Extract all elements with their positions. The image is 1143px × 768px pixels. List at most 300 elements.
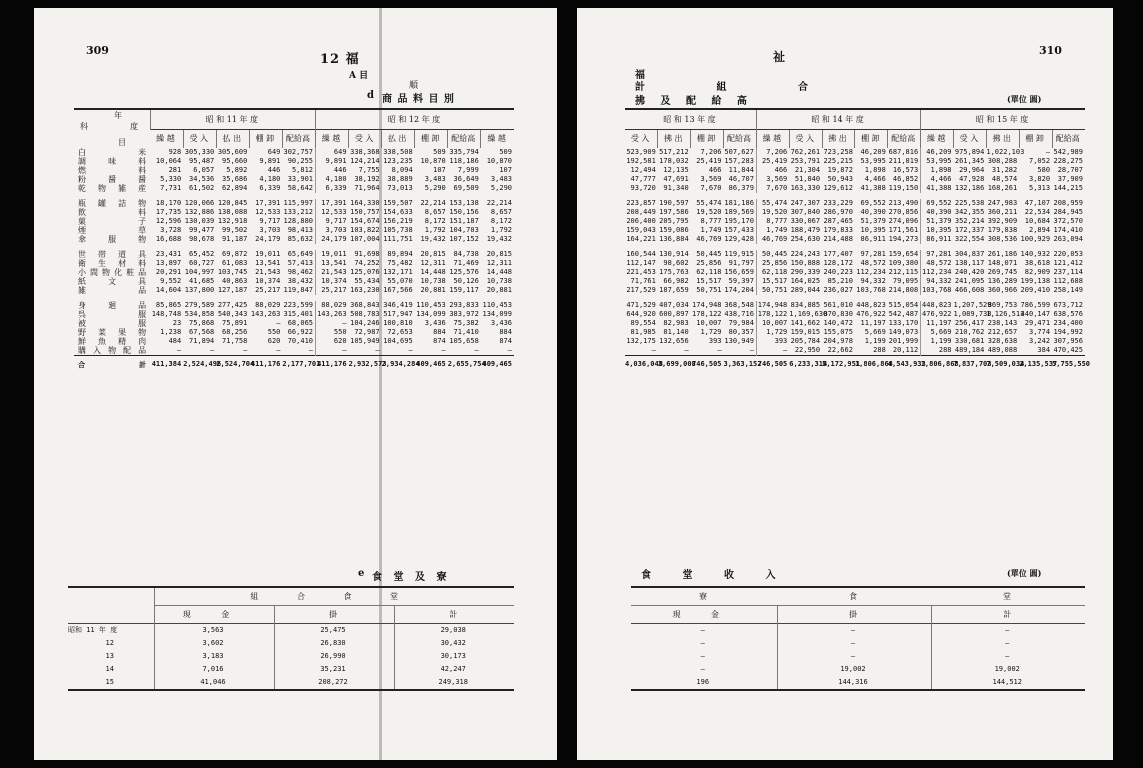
table-cell: — [651, 345, 656, 354]
table-cell: 225,215 [823, 156, 853, 165]
table-cell: 150,156 [449, 207, 479, 216]
table-cell: 65,452 [188, 249, 215, 258]
table-cell: 21,543 [316, 268, 349, 277]
table-cell: 233,229 [823, 198, 853, 207]
table-cell: 221,453 [626, 267, 656, 276]
table-cell: 261,186 [987, 249, 1018, 258]
table-cell: 236,027 [823, 285, 853, 294]
table-cell: 157,283 [724, 156, 754, 165]
table-cell: 115,997 [283, 198, 314, 207]
table-row [74, 337, 514, 346]
table-cell: 23,431 [155, 249, 182, 258]
table-cell: 71,469 [453, 258, 479, 267]
table-cell: 330,067 [790, 216, 821, 225]
table-cell: 40,390 [860, 207, 886, 216]
table-cell: 620 [316, 337, 349, 346]
table-cell: 269,745 [987, 267, 1018, 276]
page-number: 309 [86, 44, 109, 57]
table-cell: 644,920 [626, 309, 656, 318]
table-cell: 209,410 [1020, 285, 1051, 294]
table-cell: 148,071 [987, 258, 1018, 267]
total-cell: 2,934,284 [382, 355, 415, 374]
table-cell: 29,471 [1024, 318, 1051, 327]
table-row [625, 199, 1085, 208]
table-cell: 11,844 [728, 165, 754, 174]
table-cell: 62,894 [222, 183, 248, 192]
meal-year: 15 [68, 676, 154, 690]
table-cell: 17,735 [155, 207, 182, 216]
table-cell: 140,932 [1020, 249, 1051, 258]
table-row [74, 259, 514, 268]
table-cell: 75,891 [222, 318, 248, 327]
table-cell: 67,568 [188, 327, 215, 336]
table-cell: 103,745 [217, 267, 248, 276]
table-cell: 10,374 [255, 276, 281, 285]
table-cell: 3,483 [424, 174, 446, 183]
table-cell: 141,662 [790, 318, 821, 327]
table-cell: — [308, 345, 314, 354]
subheader-cell: 繰 越 [316, 129, 349, 148]
table-cell: 224,243 [790, 249, 821, 258]
year-header-13: 昭 和 13 年 度 [625, 109, 756, 129]
table-cell: 534,858 [184, 309, 215, 318]
meal-cell: 208,272 [274, 676, 394, 690]
table-cell: 48,572 [921, 259, 954, 268]
table-cell: 57,413 [287, 258, 314, 267]
table-cell: 204,978 [823, 336, 853, 345]
total-cell: 2,524,496 [183, 355, 216, 374]
table-cell: 476,922 [922, 309, 952, 318]
table-cell: 128,172 [823, 258, 853, 267]
meal-cell: 19,002 [994, 665, 1020, 673]
table-cell: 156,219 [383, 216, 413, 225]
total-cell: 2,932,573 [349, 355, 382, 374]
table-cell: 129,428 [724, 234, 754, 243]
table-cell: 10,870 [420, 156, 446, 165]
table-cell: 47,107 [1024, 198, 1051, 207]
table-cell: 1,792 [490, 225, 512, 234]
total-cell: 411,176 [249, 355, 282, 374]
table-cell: 160,544 [626, 249, 656, 258]
table-cell: 5,892 [226, 165, 248, 174]
table-cell: 384 [1037, 345, 1051, 354]
table-cell: 29,964 [959, 165, 985, 174]
table-cell: 12,596 [155, 216, 182, 225]
table-cell: 95,487 [188, 156, 215, 165]
section-title: 商 品 料 目 別 [382, 94, 455, 105]
table-cell: 11,197 [921, 319, 954, 328]
table-cell: 68,256 [222, 327, 248, 336]
table-row [74, 175, 514, 184]
table-cell: 201,999 [888, 336, 919, 345]
table-row [625, 250, 1085, 259]
table-cell: 175,763 [659, 267, 689, 276]
table-cell: 975,894 [954, 147, 985, 156]
table-cell: 279,589 [184, 300, 215, 309]
table-cell: 258,149 [1053, 285, 1083, 294]
table-cell: 213,490 [888, 198, 919, 207]
table-cell: 208,959 [1053, 198, 1083, 207]
table-cell: 159,507 [383, 198, 413, 207]
table-cell: 181,186 [724, 198, 754, 207]
meal-col-credit-right: 掛 [777, 606, 931, 624]
row-label: 傘 服 物 [78, 234, 147, 244]
meal-group-left-right: 寮 [631, 587, 777, 606]
table-cell: 86,379 [728, 183, 754, 192]
section-letter: A 目 [349, 71, 369, 81]
table-cell: 120,066 [184, 198, 215, 207]
table-cell: 143,263 [250, 309, 281, 318]
total-cell: 7,837,703 [954, 355, 987, 374]
table-cell: 8,657 [490, 207, 512, 216]
table-cell: 71,894 [188, 336, 215, 345]
table-cell: 194,992 [1053, 327, 1083, 336]
table-cell: 195,170 [724, 216, 754, 225]
table-cell: 105,658 [449, 336, 479, 345]
table-cell: 91,698 [354, 249, 380, 258]
table-cell: 315,401 [283, 309, 314, 318]
table-cell: 80,357 [728, 327, 754, 336]
table-cell: 234,400 [1053, 318, 1083, 327]
table-cell: 38,618 [1024, 258, 1051, 267]
table-cell: 159,086 [659, 225, 689, 234]
table-cell: 75,868 [188, 318, 215, 327]
left-table-body [74, 148, 514, 356]
table-cell: 91,187 [222, 234, 248, 243]
table-cell: 132,175 [626, 336, 656, 345]
table-cell: 223,599 [283, 300, 314, 309]
right-table-body [625, 148, 1085, 356]
meal-body-right [631, 624, 1085, 691]
table-cell: 33,901 [287, 174, 314, 183]
table-cell: 124,214 [350, 156, 380, 165]
table-cell: 19,872 [827, 165, 853, 174]
table-cell: 509 [499, 147, 512, 156]
table-cell: 220,053 [1053, 249, 1083, 258]
row-label: 呉 服 [78, 309, 147, 319]
table-cell: 869,753 [987, 300, 1018, 309]
table-cell: 15,517 [696, 276, 722, 285]
right-page [577, 8, 1113, 760]
subheader-cell: 払 出 [382, 129, 415, 148]
table-cell: 190,597 [659, 198, 689, 207]
table-cell: 12,533 [316, 208, 349, 217]
meal-row [68, 624, 514, 638]
total-cell: 4,543,933 [888, 355, 921, 374]
table-cell: 167,566 [383, 285, 413, 294]
table-cell: 7,206 [756, 148, 789, 157]
table-cell: 9,552 [160, 276, 182, 285]
table-cell: 98,678 [188, 234, 215, 243]
table-cell: 335,794 [449, 147, 479, 156]
table-cell: 7,731 [160, 183, 182, 192]
table-cell: 46,769 [696, 234, 722, 243]
table-row [625, 259, 1085, 268]
table-cell: 14,448 [420, 267, 446, 276]
table-cell: 440,147 [1020, 309, 1051, 318]
table-cell: 82,983 [663, 318, 689, 327]
table-cell: 7,755 [358, 165, 380, 174]
table-cell: 110,453 [482, 300, 512, 309]
table-cell: 103,768 [922, 285, 952, 294]
table-cell: 128,880 [283, 216, 314, 225]
table-cell: 98,602 [663, 258, 689, 267]
meal-cell: 30,173 [440, 652, 466, 660]
table-cell: 82,909 [1024, 267, 1051, 276]
meal-group-right-right: 堂 [931, 587, 1085, 606]
commodity-table-right [625, 108, 1090, 374]
table-cell: 305,330 [184, 147, 215, 156]
table-row [625, 286, 1085, 295]
title-prefix: d [367, 90, 374, 101]
table-cell: 41,388 [921, 184, 954, 193]
table-cell: 59,397 [728, 276, 754, 285]
year-header-14: 昭 和 14 年 度 [756, 109, 920, 129]
row-label: 衛 生 材 料 [78, 258, 147, 268]
table-cell: 308,288 [987, 156, 1018, 165]
table-cell: 60,727 [188, 258, 215, 267]
table-cell: — [756, 346, 789, 356]
meal-year: 12 [68, 637, 154, 650]
meal-cell: — [1005, 626, 1010, 634]
row-label: 被 服 [78, 318, 147, 328]
table-cell: 12,533 [255, 207, 281, 216]
table-cell: 71,410 [453, 327, 479, 336]
meal-row [631, 663, 1085, 676]
meal-row [631, 676, 1085, 690]
table-cell: 93,720 [630, 183, 656, 192]
table-cell: 471,529 [626, 300, 656, 309]
table-cell: 156,659 [724, 267, 754, 276]
table-cell: 238,143 [987, 318, 1018, 327]
table-cell: 23 [172, 318, 182, 327]
table-cell: 10,007 [756, 319, 789, 328]
total-cell: 2,524,704 [216, 355, 249, 374]
table-cell: 55,434 [354, 276, 380, 285]
meal-col-cash-right: 現 金 [631, 606, 777, 624]
table-row [74, 184, 514, 193]
table-cell: 308,536 [987, 234, 1018, 243]
table-cell: 159,117 [449, 285, 479, 294]
row-label: 小 間 物 化 粧 品 [78, 267, 147, 277]
table-cell: 1,898 [921, 166, 954, 175]
table-cell: 11,197 [860, 318, 886, 327]
total-cell: 2,135,537 [1019, 355, 1052, 374]
table-cell: 46,209 [860, 147, 886, 156]
meal-cell: 35,231 [274, 663, 394, 676]
table-cell: 99,502 [222, 225, 248, 234]
table-cell: 121,412 [1053, 258, 1083, 267]
table-cell: 1,169,630 [789, 309, 828, 318]
total-cell: 5,172,951 [822, 355, 855, 374]
table-cell: 51,379 [921, 217, 954, 226]
table-row [74, 346, 514, 356]
table-cell: 25,217 [255, 285, 281, 294]
table-cell: 97,281 [921, 250, 954, 259]
table-row [74, 217, 514, 226]
row-label: 乾 物 雑 産 [78, 183, 147, 193]
table-cell: 12,311 [486, 258, 512, 267]
table-cell: 149,073 [888, 327, 919, 336]
table-cell: 2,894 [1028, 225, 1051, 234]
table-cell: 393 [708, 336, 722, 345]
table-cell: 132,186 [954, 183, 985, 192]
table-cell: 372,570 [1053, 216, 1083, 225]
left-page [34, 8, 557, 760]
table-cell: 10,374 [316, 277, 349, 286]
table-cell: 103,822 [350, 225, 380, 234]
table-cell: 34,536 [188, 174, 215, 183]
subheader-cell: 受 入 [625, 129, 658, 148]
table-cell: 13,541 [316, 259, 349, 268]
table-cell: 38,432 [287, 276, 314, 285]
row-label: 白 米 [78, 147, 147, 157]
heading-line-3: 拂 及 配 給 高 [635, 96, 753, 107]
table-cell: 111,751 [383, 234, 413, 243]
table-cell: 31,282 [991, 165, 1018, 174]
meal-year: 14 [68, 663, 154, 676]
table-cell: 68,065 [287, 318, 314, 327]
table-cell: 119,915 [724, 249, 754, 258]
table-cell: 164,330 [350, 198, 380, 207]
page-number-right: 310 [1039, 44, 1062, 57]
table-cell: 540,343 [217, 309, 248, 318]
table-cell: 95,660 [222, 156, 248, 165]
table-cell: 129,612 [823, 183, 853, 192]
meal-body-left [68, 624, 514, 691]
table-cell: 89,894 [387, 249, 413, 258]
table-cell: 10,064 [155, 156, 182, 165]
table-row [74, 328, 514, 337]
table-row [74, 199, 514, 208]
table-cell: 247,983 [987, 198, 1018, 207]
table-cell: 24,179 [316, 235, 349, 244]
meal-row [631, 624, 1085, 638]
meal-cell: 25,475 [274, 624, 394, 638]
table-cell: 163,330 [790, 183, 821, 192]
table-cell: 5,812 [291, 165, 314, 174]
table-cell: 151,187 [449, 216, 479, 225]
table-cell: 8,094 [391, 165, 413, 174]
table-cell: 307,840 [790, 207, 821, 216]
meal-cell: — [1005, 652, 1010, 660]
table-cell: 328,638 [987, 336, 1018, 345]
table-cell: 8,657 [424, 207, 446, 216]
table-cell: 188,479 [790, 225, 821, 234]
heading-line-2: 計 組 合 [635, 82, 842, 93]
table-cell: — [717, 345, 722, 354]
table-cell: 281 [168, 165, 182, 174]
table-cell: 466 [756, 166, 789, 175]
table-row [625, 310, 1085, 319]
table-cell: 97,281 [860, 249, 886, 258]
meal-cell: 249,318 [438, 678, 468, 686]
table-cell: 132,918 [217, 216, 248, 225]
meal-cell: — [777, 624, 931, 638]
table-cell: 90,255 [287, 156, 314, 165]
table-cell: 178,032 [659, 156, 689, 165]
table-cell: 342,355 [954, 207, 985, 216]
table-cell: 61,502 [188, 183, 215, 192]
meal-cell: 19,002 [777, 663, 931, 676]
table-cell: 174,204 [724, 285, 754, 294]
table-cell: 73,013 [387, 183, 413, 192]
meal-cell: 42,247 [440, 665, 466, 673]
table-cell: 85,210 [827, 276, 853, 285]
meal-unit-right: (單位 圓) [1007, 568, 1042, 578]
total-cell: 3,363,152 [724, 355, 757, 374]
table-cell: 20,291 [155, 267, 182, 276]
table-cell: 79,095 [892, 276, 919, 285]
table-cell: 138,088 [217, 207, 248, 216]
table-cell: 212,115 [888, 267, 919, 276]
subheader-cell: 拂 出 [658, 129, 691, 148]
table-cell: 75,482 [387, 258, 413, 267]
table-cell: 786,599 [1020, 300, 1051, 309]
table-cell: 277,425 [217, 300, 248, 309]
table-cell: 7,052 [1028, 156, 1051, 165]
table-cell: 352,214 [954, 216, 985, 225]
table-cell: 368,548 [724, 300, 754, 309]
table-cell: 274,096 [888, 216, 919, 225]
table-cell: 8,777 [756, 217, 789, 226]
table-cell: 470,425 [1053, 345, 1083, 354]
meal-cell: — [631, 663, 777, 676]
table-cell: 100,929 [1020, 234, 1051, 243]
table-cell: 164,221 [626, 234, 656, 243]
table-cell: 104,246 [350, 318, 380, 327]
table-cell: 20,112 [892, 345, 919, 354]
table-cell: 62,118 [696, 267, 722, 276]
table-cell: 20,881 [420, 285, 446, 294]
table-cell: 484 [168, 336, 182, 345]
table-cell: 22,214 [486, 198, 512, 207]
table-cell: 194,273 [888, 234, 919, 243]
table-cell: 46,769 [756, 235, 789, 244]
table-cell: 9,717 [259, 216, 281, 225]
table-cell: 98,462 [287, 267, 314, 276]
table-cell: — [474, 345, 479, 354]
table-cell: 448,823 [922, 300, 952, 309]
total-cell: 411,176 [316, 355, 349, 374]
table-cell: 174,948 [757, 300, 788, 309]
table-cell: 517,212 [659, 147, 689, 156]
table-cell: 212,657 [987, 327, 1018, 336]
table-cell: 19,520 [756, 208, 789, 217]
table-cell: 392,909 [987, 216, 1018, 225]
table-cell: 53,995 [860, 156, 886, 165]
total-cell: 4,036,048 [625, 355, 658, 374]
table-cell: 393 [756, 337, 789, 346]
year-header-11: 昭 和 11 年 度 [150, 109, 315, 129]
table-cell: 179,838 [987, 225, 1018, 234]
subheader-cell: 繰 越 [921, 129, 954, 148]
meal-cell: 26,990 [274, 650, 394, 663]
table-cell: 1,199 [864, 336, 886, 345]
subheader-cell: 棚 卸 [249, 129, 282, 148]
table-cell: — [177, 345, 182, 354]
table-row [625, 166, 1085, 175]
table-cell: 107 [499, 165, 512, 174]
table-cell: — [749, 345, 754, 354]
table-cell: 25,419 [696, 156, 722, 165]
table-cell: 71,964 [354, 183, 380, 192]
table-cell: 638,576 [1053, 309, 1083, 318]
table-cell: 673,712 [1053, 300, 1083, 309]
subheader-cell: 配給高 [282, 129, 315, 148]
table-cell: 100,810 [383, 318, 413, 327]
table-cell: 50,751 [696, 285, 722, 294]
